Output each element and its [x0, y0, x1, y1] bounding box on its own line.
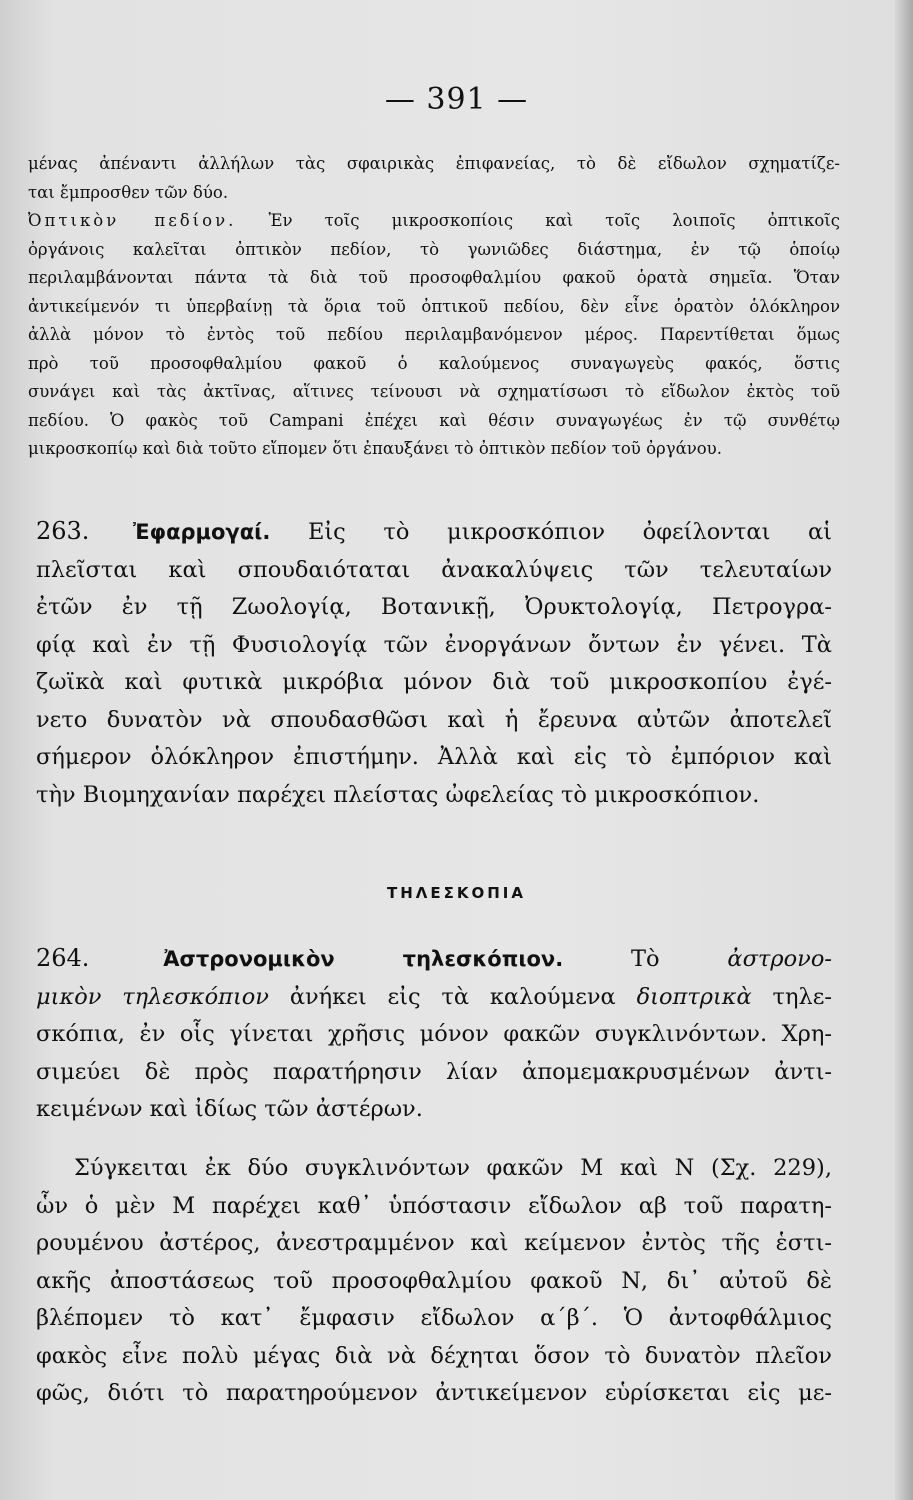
section-264-italic-2: μικὸν τηλεσκόπιον	[36, 983, 269, 1010]
intro-line-2: ται ἔμπροσθεν τῶν δύο.	[28, 182, 229, 202]
section-263-text-1: Εἰς τὸ μικροσκόπιον ὀφείλονται αἱ	[307, 519, 833, 545]
section-264-italic-1: ἀστρονο-	[727, 946, 832, 972]
section-264-italic-3: διοπτρικὰ	[636, 983, 752, 1010]
section-263-line-6: νετο δυνατὸν νὰ σπουδασθῶσι καὶ ἡ ἔρευνα αὐτῶν ἀποτελεῖ	[36, 706, 832, 733]
section-264-line-5: κειμένων καὶ ἰδίως τῶν ἀστέρων.	[36, 1096, 423, 1122]
optical-field-line-5: ἀλλὰ μόνον τὸ ἐντὸς τοῦ πεδίου περιλαμβανόμενον μέρος. Παρεντίθεται ὅμως	[28, 325, 840, 344]
section-263-number: 263.	[36, 517, 90, 545]
section-title-telescopes: ΤΗΛΕΣΚΟΠΙΑ	[386, 884, 526, 902]
section-264-line-2	[36, 979, 832, 1017]
section-264-p2-line-5: βλέπομεν τὸ κατ᾽ ἔμφασιν εἴδωλον α΄β΄. Ὁ ἀντοφθάλμιος	[36, 1305, 832, 1331]
section-263-line-1	[36, 513, 832, 552]
section-263-line-4: φίᾳ καὶ ἐν τῇ Φυσιολογίᾳ τῶν ἐνοργάνων ὄντων ἐν γένει. Τὰ	[36, 631, 832, 658]
section-264-text-1: Τὸ	[631, 946, 660, 972]
section-264-p2-line-3: ρουμένου ἀστέρος, ἀνεστραμμένον καὶ κείμενον ἐντὸς τῆς ἑστι-	[36, 1230, 832, 1256]
optical-field-line-3: περιλαμβάνονται πάντα τὰ διὰ τοῦ προσοφθαλμίου φακοῦ ὁρατὰ σημεῖα. Ὅταν	[28, 268, 840, 287]
optical-field-line-8: πεδίου. Ὁ φακὸς τοῦ Campani ἐπέχει καὶ θέσιν συναγωγέως ἐν τῷ συνθέτῳ	[28, 410, 840, 430]
optical-field-term: Ὀπτικὸν πεδίον.	[28, 211, 237, 230]
page-spine-shadow	[895, 0, 913, 1500]
optical-field-line-1	[28, 207, 840, 236]
section-264-text-3: τηλε-	[772, 983, 832, 1010]
section-264-line-1	[36, 940, 832, 979]
section-263-line-2: πλεῖσται καὶ σπουδαιόταται ἀνακαλύψεις τῶν τελευταίων	[36, 556, 832, 583]
intro-paragraph	[28, 150, 840, 464]
section-264-line-4: σιμεύει δὲ πρὸς παρατήρησιν λίαν ἀπομεμακρυσμένων ἀντι-	[36, 1058, 832, 1085]
optical-field-line-7: συνάγει καὶ τὰς ἀκτῖνας, αἵτινες τείνουσι νὰ σχηματίσωσι τὸ εἴδωλον ἐκτὸς τοῦ	[28, 382, 840, 401]
section-264-heading: Ἀστρονομικὸν τηλεσκόπιον.	[163, 947, 564, 971]
section-264-line-3: σκόπια, ἐν οἷς γίνεται χρῆσις μόνον φακῶν συγκλινόντων. Χρη-	[36, 1021, 832, 1047]
section-263-line-7: σήμερον ὁλόκληρον ἐπιστήμην. Ἀλλὰ καὶ εἰς τὸ ἐμπόριον καὶ	[36, 744, 832, 770]
optical-field-line-6: πρὸ τοῦ προσοφθαλμίου φακοῦ ὁ καλούμενος συναγωγεὺς φακός, ὅστις	[28, 353, 840, 373]
page-number: — 391 —	[384, 82, 529, 117]
optical-field-line-2: ὀργάνοις καλεῖται ὀπτικὸν πεδίον, τὸ γωνιῶδες διάστημα, ἐν τῷ ὁποίῳ	[28, 239, 840, 259]
section-264-number: 264.	[36, 944, 90, 972]
section-264-p2-line-4: ακῆς ἀποστάσεως τοῦ προσοφθαλμίου φακοῦ Ν, δι᾽ αὐτοῦ δὲ	[36, 1267, 832, 1294]
section-264-text-2: ἀνήκει εἰς τὰ καλούμενα	[289, 983, 616, 1010]
section-263-heading: Ἐφαρμογαί.	[133, 520, 271, 544]
section-263-line-8: τὴν Βιομηχανίαν παρέχει πλείστας ὠφελείας τὸ μικροσκόπιον.	[36, 781, 760, 808]
section-264	[36, 940, 832, 1129]
section-263-line-5: ζωϊκὰ καὶ φυτικὰ μικρόβια μόνον διὰ τοῦ μικροσκοπίου ἐγέ-	[36, 669, 832, 695]
section-264-paragraph-2	[36, 1150, 832, 1413]
section-263-line-3: ἐτῶν ἐν τῇ Ζωολογίᾳ, Βοτανικῇ, Ὀρυκτολογίᾳ, Πετρογρα-	[36, 594, 832, 620]
section-264-p2-line-2: ὧν ὁ μὲν Μ παρέχει καθ᾽ ὑπόστασιν εἴδωλον αβ τοῦ παρατη-	[36, 1192, 832, 1219]
section-264-p2-line-6: φακὸς εἶνε πολὺ μέγας διὰ νὰ δέχηται ὅσον τὸ δυνατὸν πλεῖον	[36, 1342, 832, 1369]
section-264-p2-line-7: φῶς, διότι τὸ παρατηρούμενον ἀντικείμενον εὑρίσκεται εἰς με-	[36, 1380, 832, 1406]
section-264-p2-line-1: Σύγκειται ἐκ δύο συγκλινόντων φακῶν Μ καὶ Ν (Σχ. 229),	[74, 1155, 832, 1181]
optical-field-line-4: ἀντικείμενόν τι ὑπερβαίνῃ τὰ ὅρια τοῦ ὀπτικοῦ πεδίου, δὲν εἶνε ὁρατὸν ὁλόκληρον	[28, 296, 840, 316]
optical-field-line-9: μικροσκοπίῳ καὶ διὰ τοῦτο εἴπομεν ὅτι ἐπαυξάνει τὸ ὀπτικὸν πεδίον τοῦ ὀργάνου.	[28, 439, 722, 458]
intro-line-1: μένας ἀπέναντι ἀλλήλων τὰς σφαιρικὰς ἐπιφανείας, τὸ δὲ εἴδωλον σχηματίζε-	[28, 154, 840, 173]
section-263	[36, 513, 832, 814]
optical-field-text-1: Ἐν τοῖς μικροσκοπίοις καὶ τοῖς λοιποῖς ὀπτικοῖς	[268, 211, 840, 230]
